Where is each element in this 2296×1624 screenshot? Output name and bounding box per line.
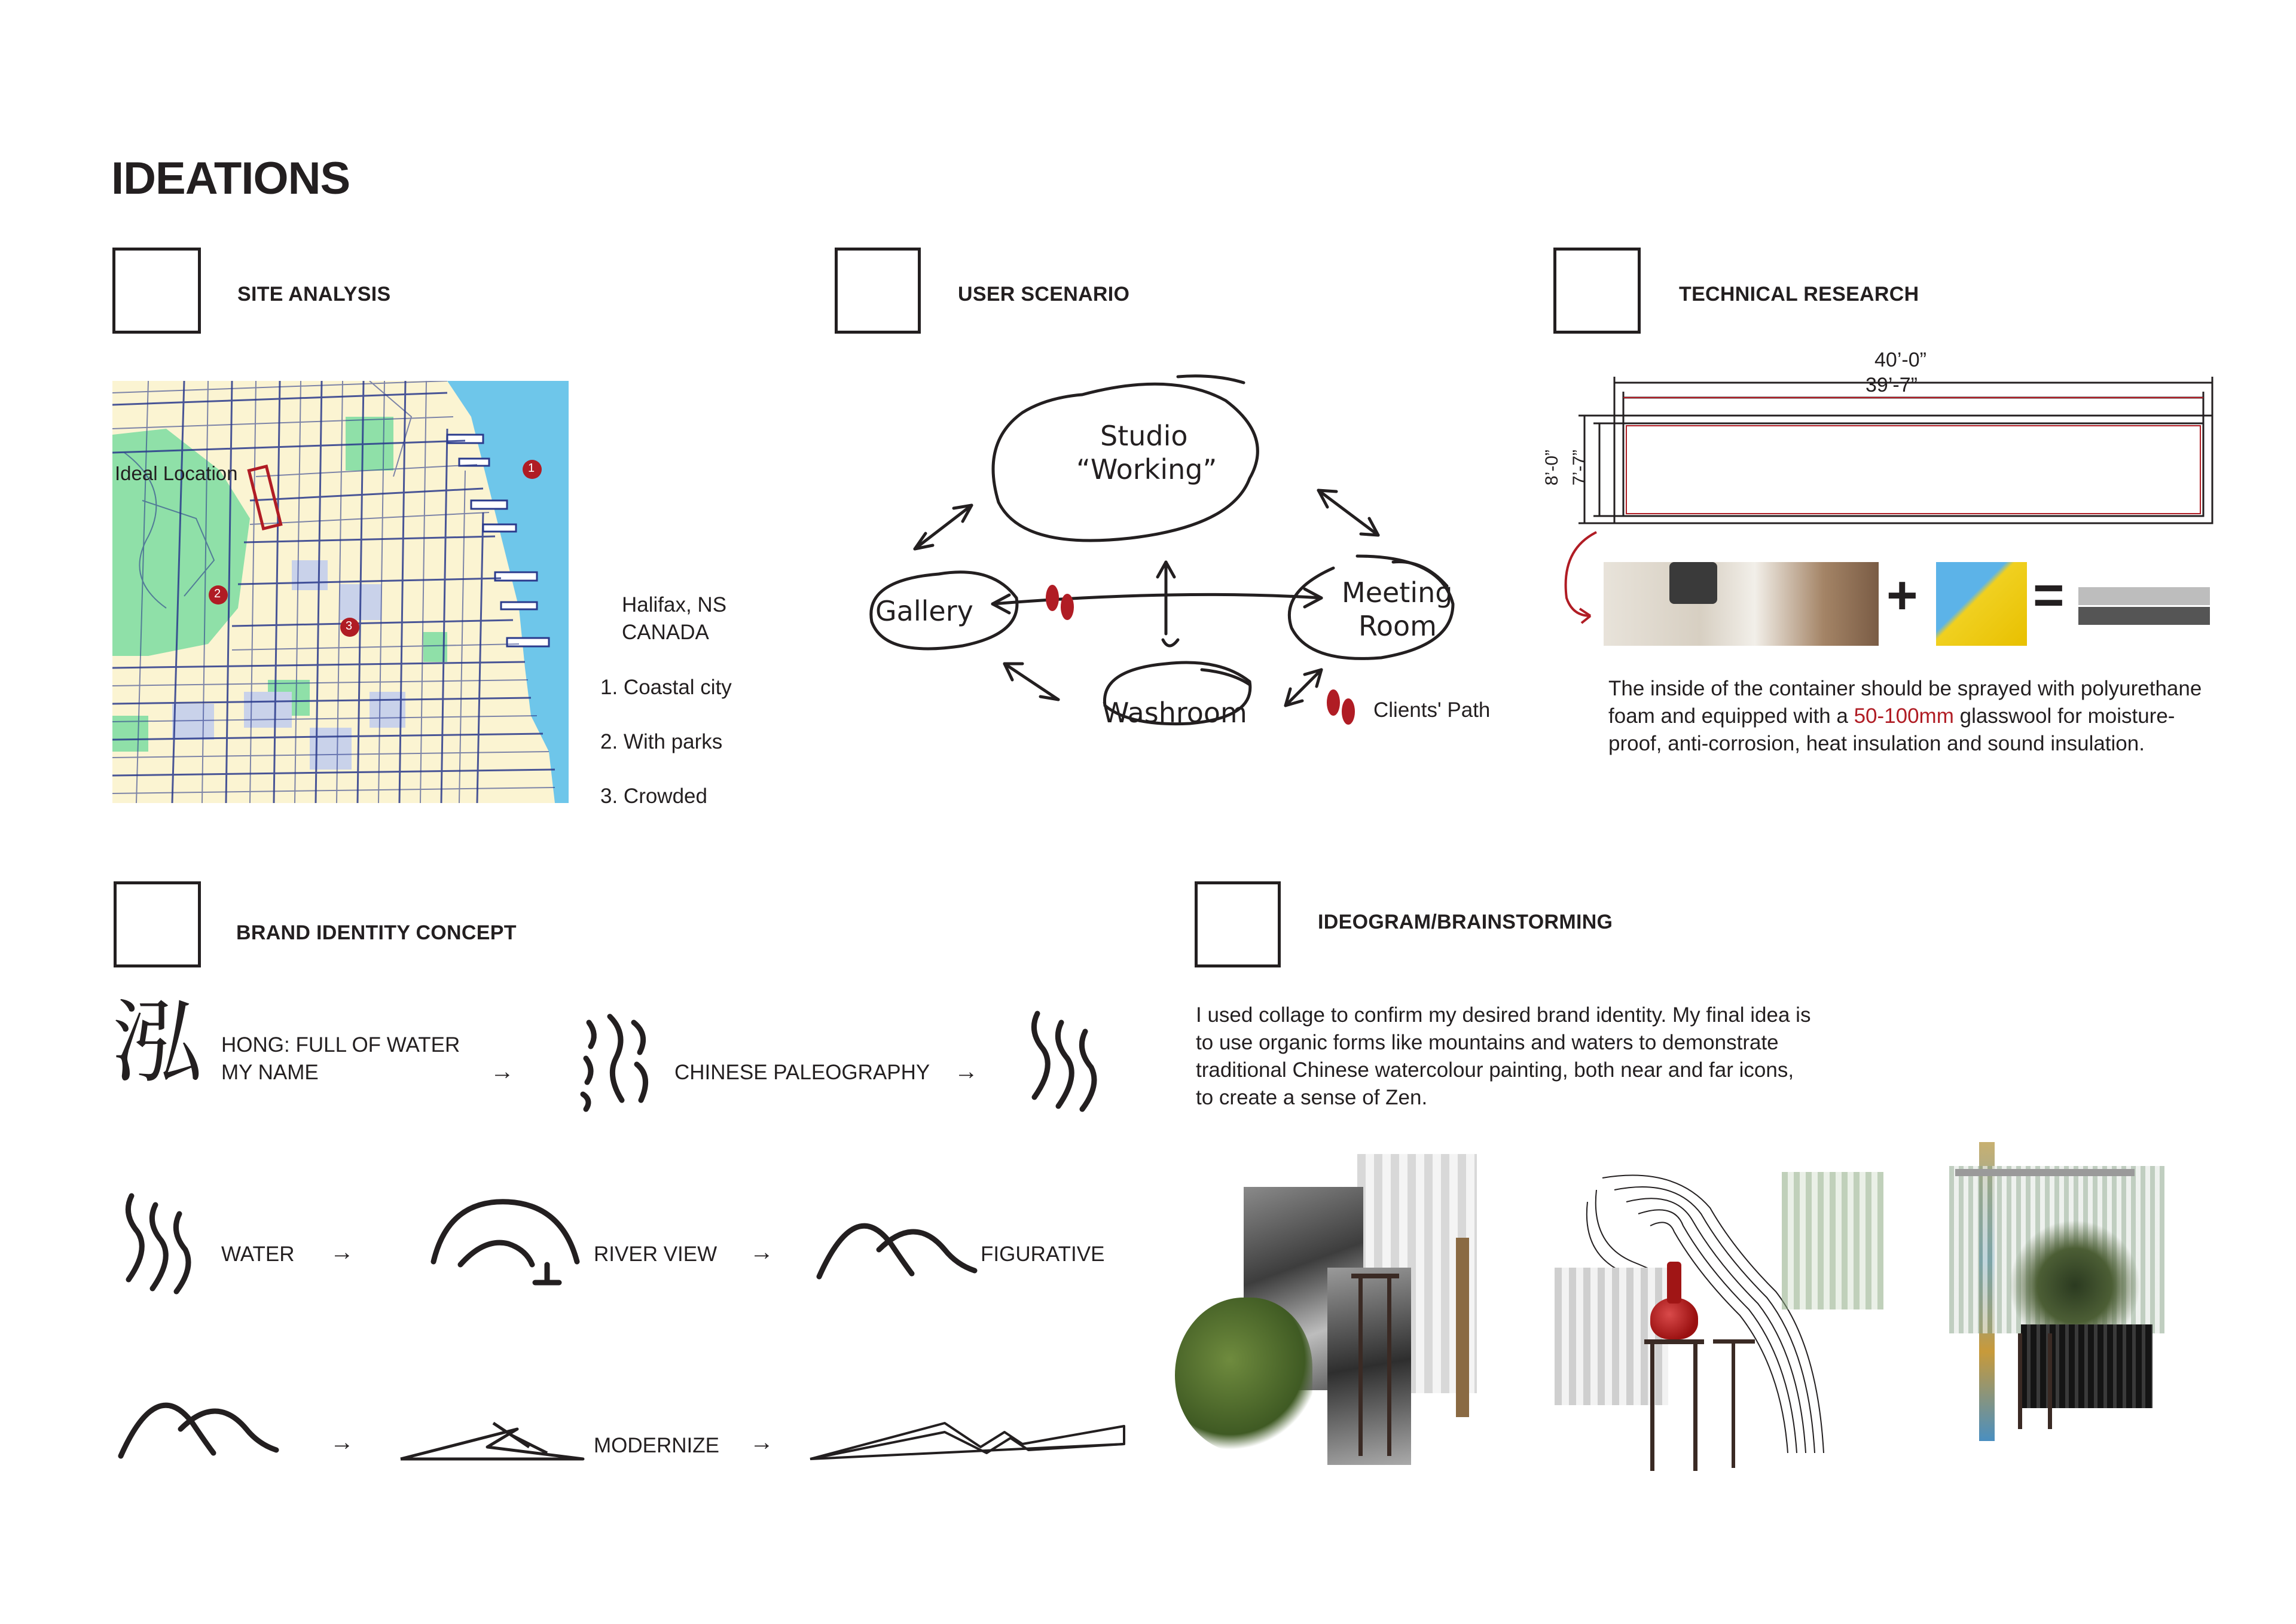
arrow-4: →: [750, 1239, 774, 1265]
node-meeting-line1: Meeting: [1342, 576, 1453, 609]
waves-glyph-1: [1022, 1008, 1106, 1112]
equals-sign: =: [2033, 566, 2065, 625]
dim-height-inner: 7’-7”: [1570, 449, 1590, 486]
river-view-glyph: [425, 1193, 586, 1289]
tech-desc-2b: glasswool for moisture-: [1953, 704, 2175, 728]
site-point-2: 2. With parks: [600, 730, 723, 753]
collage-1-tree: [1175, 1298, 1312, 1453]
paleography-label: CHINESE PALEOGRAPHY: [674, 1061, 930, 1084]
ideogram-para-1: I used collage to confirm my desired brand identity. My final idea is: [1196, 1003, 1811, 1027]
collage-3-stand-leg-2: [2048, 1333, 2052, 1429]
arrow-5: →: [330, 1429, 354, 1455]
figurative-label: FIGURATIVE: [981, 1243, 1105, 1266]
figurative-glyph: [813, 1208, 981, 1286]
ideogram-heading: IDEOGRAM/BRAINSTORMING: [1318, 911, 1613, 933]
map-ideal-location-label: Ideal Location: [115, 462, 238, 484]
river-view-label: RIVER VIEW: [594, 1243, 718, 1266]
tech-desc-2a: foam and equipped with a: [1608, 704, 1854, 728]
brand-checkbox: [114, 881, 201, 967]
collage-3-black-panel: [2021, 1324, 2152, 1408]
map-marker-2: 2: [214, 587, 221, 600]
modernize-sketch-glyph: [398, 1417, 589, 1465]
site-point-3: 3. Crowded: [600, 784, 707, 808]
collage-2-small-table-leg: [1732, 1342, 1735, 1468]
water-label: WATER: [221, 1243, 295, 1266]
collage-2-plant-panel: [1782, 1172, 1883, 1309]
node-washroom: Washroom: [1102, 697, 1247, 729]
brand-heading: BRAND IDENTITY CONCEPT: [236, 921, 517, 944]
map-marker-3: 3: [346, 619, 353, 633]
scenario-heading: USER SCENARIO: [958, 283, 1130, 306]
collage-3-gray-bar: [1955, 1169, 2135, 1176]
tech-desc-highlight: 50-100mm: [1854, 704, 1954, 728]
collage-3-stand-leg-1: [2018, 1333, 2022, 1429]
collage-3: [1919, 1142, 2254, 1453]
collage-2-stand-leg-2: [1693, 1342, 1697, 1471]
arrow-6: →: [750, 1429, 774, 1455]
layer-dark: [2078, 607, 2210, 625]
tech-desc-3: proof, anti-corrosion, heat insulation and sound insulation.: [1608, 732, 2145, 755]
ideogram-para-4: to create a sense of Zen.: [1196, 1086, 1428, 1109]
modernize-label: MODERNIZE: [594, 1434, 719, 1457]
scenario-checkbox: [835, 248, 921, 334]
ideogram-para-3: traditional Chinese watercolour painting, both near and far icons,: [1196, 1058, 1794, 1082]
map-graphic: [112, 381, 569, 803]
paleography-glyph: [574, 1011, 664, 1112]
site-map: [112, 381, 569, 803]
clients-path-label: Clients' Path: [1373, 698, 1491, 722]
collage-1-ink-panel-2: [1327, 1268, 1411, 1465]
ideogram-checkbox: [1195, 881, 1281, 967]
spray-foam-photo: [1604, 562, 1879, 646]
tech-checkbox: [1553, 248, 1641, 334]
mountain-glyph: [115, 1387, 282, 1465]
tech-desc-1: The inside of the container should be sprayed with polyurethane: [1608, 677, 2202, 700]
arrow-1: →: [490, 1058, 514, 1085]
node-studio-line1: Studio: [1100, 420, 1188, 452]
hong-label-2: MY NAME: [221, 1061, 319, 1084]
collage-2-stand-leg-1: [1650, 1342, 1654, 1471]
site-point-1: 1. Coastal city: [600, 676, 732, 699]
site-checkbox: [112, 248, 201, 334]
dim-height-outer: 8’-0”: [1542, 449, 1562, 486]
dim-outer: 40’-0”: [1874, 349, 1926, 371]
hong-character: 泓: [112, 991, 203, 1095]
modernized-logo-glyph: [807, 1411, 1130, 1465]
layer-light: [2078, 587, 2210, 605]
location-line-2: CANADA: [622, 621, 709, 644]
dim-inner: 39’-7”: [1866, 374, 1918, 396]
tech-heading: TECHNICAL RESEARCH: [1679, 283, 1919, 306]
collage-1-wood-strip: [1456, 1238, 1469, 1417]
ideogram-para-2: to use organic forms like mountains and waters to demonstrate: [1196, 1031, 1779, 1054]
tech-desc-2: [1608, 704, 2175, 728]
collage-1: [1172, 1148, 1531, 1483]
collage-1-stand-leg-1: [1358, 1277, 1363, 1456]
node-meeting-line2: Room: [1358, 610, 1437, 642]
spray-gun-shape: [1669, 562, 1717, 604]
site-heading: SITE ANALYSIS: [237, 283, 391, 306]
collage-2-vase-body: [1650, 1298, 1698, 1339]
collage-1-stand-leg-2: [1387, 1277, 1391, 1456]
water-glyph: [117, 1190, 200, 1295]
hong-label-1: HONG: FULL OF WATER: [221, 1033, 460, 1057]
plus-sign: +: [1886, 566, 1918, 625]
arrow-3: →: [330, 1239, 354, 1265]
map-marker-1: 1: [528, 462, 535, 475]
location-line-1: Halifax, NS: [622, 593, 727, 616]
page-title: IDEATIONS: [111, 153, 350, 204]
arrow-2: →: [954, 1058, 978, 1085]
collage-2-vase-neck: [1667, 1262, 1681, 1304]
node-studio-line2: “Working”: [1076, 453, 1217, 486]
glasswool-photo: [1936, 562, 2027, 646]
node-gallery: Gallery: [875, 595, 973, 627]
collage-2: [1555, 1118, 1889, 1477]
